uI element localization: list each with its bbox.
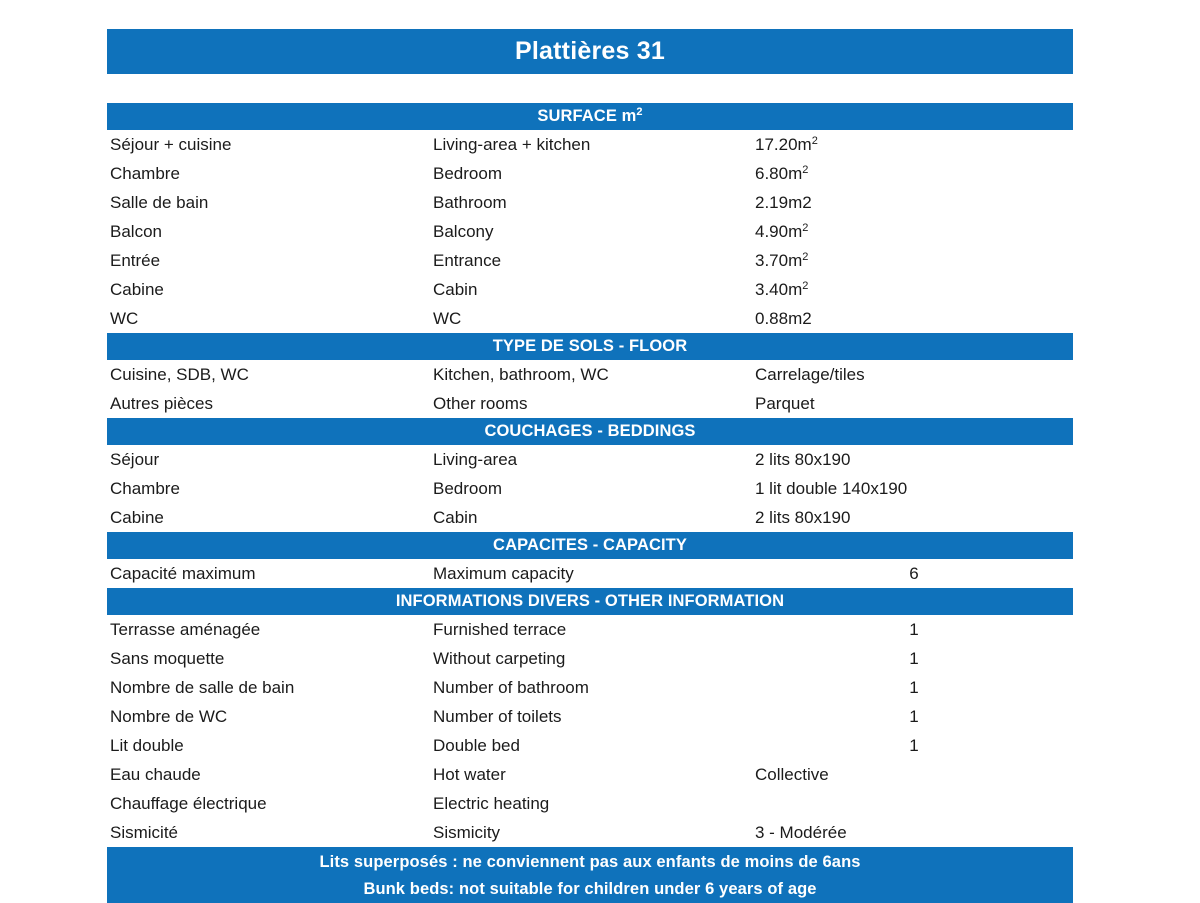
section-header-capacity [107, 532, 1073, 559]
row-value-text: 1 [909, 678, 919, 697]
label-fr: Nombre de salle de bain [110, 678, 295, 697]
table-row [107, 217, 1073, 246]
row-value [755, 217, 1073, 246]
row-value-text: 1 [909, 620, 919, 639]
section-header-text: CAPACITES - CAPACITY [493, 536, 687, 554]
row-value-text: 0.88m2 [755, 309, 812, 328]
row-value-text: 2 lits 80x190 [755, 450, 851, 469]
section-header-beddings [107, 418, 1073, 445]
row-value-sup: 2 [802, 251, 809, 263]
row-value-text: 4.90m [755, 222, 803, 241]
row-value [755, 644, 1073, 673]
page-title: Plattières 31 [107, 29, 1073, 74]
table-row [107, 474, 1073, 503]
row-value-text: Parquet [755, 394, 815, 413]
table-row [107, 789, 1073, 818]
row-value-text: 6.80m [755, 164, 803, 183]
row-value [755, 389, 1073, 418]
row-value [755, 615, 1073, 644]
row-value [755, 445, 1073, 474]
label-fr: Lit double [110, 736, 184, 755]
row-value [755, 188, 1073, 217]
info-sheet [107, 29, 1073, 903]
label-en: Other rooms [433, 394, 528, 413]
label-en: WC [433, 309, 462, 328]
row-value-sup: 2 [811, 135, 818, 147]
table-row [107, 644, 1073, 673]
row-value [755, 789, 1073, 818]
section-header-floor [107, 333, 1073, 360]
label-fr: Séjour [110, 450, 160, 469]
label-fr: WC [110, 309, 139, 328]
table-row [107, 304, 1073, 333]
label-en: Balcony [433, 222, 494, 241]
table-row [107, 503, 1073, 532]
table-row [107, 615, 1073, 644]
row-value [755, 159, 1073, 188]
label-en: Cabin [433, 280, 478, 299]
label-fr: Séjour + cuisine [110, 135, 232, 154]
label-fr: Sismicité [110, 823, 179, 842]
row-value-text: 17.20m [755, 135, 812, 154]
row-value-text: Collective [755, 765, 829, 784]
row-value-text: 1 [909, 707, 919, 726]
row-value [755, 760, 1073, 789]
row-value-text: Carrelage/tiles [755, 365, 865, 384]
table-row [107, 130, 1073, 159]
label-fr: Cuisine, SDB, WC [110, 365, 249, 384]
table-row [107, 275, 1073, 304]
label-fr: Eau chaude [110, 765, 201, 784]
section-header-text: TYPE DE SOLS - FLOOR [492, 337, 688, 355]
label-en: Number of bathroom [433, 678, 589, 697]
section-header-surface [107, 103, 1073, 130]
row-value-text: 1 [909, 736, 919, 755]
row-value-text: 3.70m [755, 251, 803, 270]
table-row [107, 360, 1073, 389]
section-header-text: SURFACE m [537, 107, 637, 125]
row-value [755, 818, 1073, 847]
label-en: Hot water [433, 765, 506, 784]
section-header-text: INFORMATIONS DIVERS - OTHER INFORMATION [395, 592, 785, 610]
table-row [107, 188, 1073, 217]
table-row [107, 159, 1073, 188]
label-en: Maximum capacity [433, 564, 574, 583]
row-value [755, 503, 1073, 532]
row-value-sup: 2 [802, 164, 809, 176]
section-header-other-information [107, 588, 1073, 615]
row-value-text: 1 [909, 649, 919, 668]
row-value [755, 360, 1073, 389]
table-row [107, 760, 1073, 789]
section-header-sup: 2 [636, 106, 643, 118]
table-row [107, 246, 1073, 275]
row-value [755, 731, 1073, 760]
row-value-text: 6 [909, 564, 919, 583]
label-en: Without carpeting [433, 649, 566, 668]
label-en: Entrance [433, 251, 502, 270]
label-fr: Salle de bain [110, 193, 209, 212]
table-row [107, 702, 1073, 731]
row-value-sup: 2 [802, 222, 809, 234]
label-fr: Autres pièces [110, 394, 213, 413]
label-fr: Sans moquette [110, 649, 225, 668]
label-fr: Chambre [110, 479, 180, 498]
table-row [107, 673, 1073, 702]
table-row [107, 389, 1073, 418]
row-value [755, 559, 1073, 588]
label-en: Cabin [433, 508, 478, 527]
row-value-text: 1 lit double 140x190 [755, 479, 908, 498]
label-en: Sismicity [433, 823, 501, 842]
label-fr: Chauffage électrique [110, 794, 267, 813]
label-en: Living-area [433, 450, 518, 469]
row-value [755, 304, 1073, 333]
row-value-text: 3.40m [755, 280, 803, 299]
label-fr: Capacité maximum [110, 564, 256, 583]
table-row [107, 818, 1073, 847]
row-value [755, 246, 1073, 275]
label-en: Bathroom [433, 193, 507, 212]
label-en: Number of toilets [433, 707, 562, 726]
table-row [107, 445, 1073, 474]
footer-notice-en: Bunk beds: not suitable for children under 6 years of age [363, 879, 817, 898]
label-en: Kitchen, bathroom, WC [433, 365, 609, 384]
title-gap [107, 74, 1073, 103]
row-value-sup: 2 [802, 280, 809, 292]
label-fr: Balcon [110, 222, 162, 241]
row-value-text: 2 lits 80x190 [755, 508, 851, 527]
row-value-text: 2.19m2 [755, 193, 812, 212]
row-value [755, 702, 1073, 731]
table-row [107, 731, 1073, 760]
row-value [755, 130, 1073, 159]
label-en: Bedroom [433, 164, 502, 183]
row-value-text: 3 - Modérée [755, 823, 847, 842]
section-header-text: COUCHAGES - BEDDINGS [484, 422, 696, 440]
label-en: Bedroom [433, 479, 502, 498]
row-value [755, 275, 1073, 304]
row-value [755, 673, 1073, 702]
label-fr: Cabine [110, 508, 164, 527]
label-en: Living-area + kitchen [433, 135, 591, 154]
label-fr: Entrée [110, 251, 161, 270]
label-fr: Nombre de WC [110, 707, 228, 726]
label-en: Double bed [433, 736, 520, 755]
footer-notice [107, 847, 1073, 903]
label-fr: Cabine [110, 280, 164, 299]
label-fr: Chambre [110, 164, 180, 183]
footer-notice-fr: Lits superposés : ne conviennent pas aux enfants de moins de 6ans [319, 852, 861, 871]
table-row [107, 559, 1073, 588]
row-value [755, 474, 1073, 503]
label-en: Furnished terrace [433, 620, 567, 639]
label-en: Electric heating [433, 794, 550, 813]
label-fr: Terrasse aménagée [110, 620, 261, 639]
